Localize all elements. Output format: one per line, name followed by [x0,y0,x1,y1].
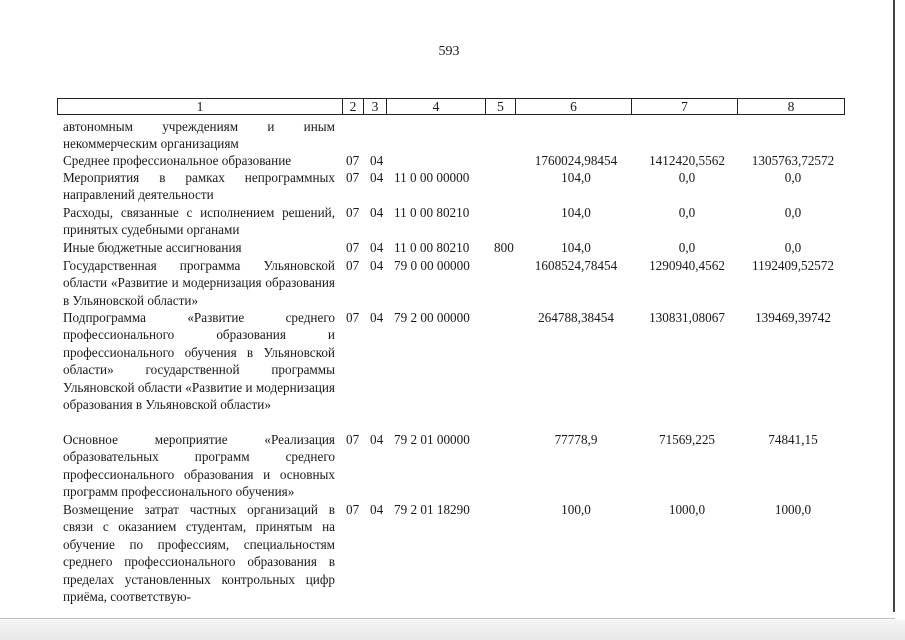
cell-amount-8: 74841,15 [768,432,818,447]
cell-section: 07 [346,170,360,185]
cell-amount-6: 100,0 [561,502,591,517]
column-header-2: 2 [343,99,364,114]
cell-amount-8: 1305763,72572 [751,153,835,168]
page-number: 593 [438,44,460,59]
cell-amount-7: 1290940,4562 [649,258,725,273]
cell-amount-6: 1760024,98454 [534,153,618,168]
cell-amount-6: 1608524,78454 [534,258,618,273]
row-description: Подпрограмма «Развитие среднего профессионального образования и профессионального обучения в Ульяновской области» государственной программы Ульяновской области «Развитие и модернизация образования в Ульяновской области» [63,310,335,413]
column-header-5: 5 [486,99,516,114]
cell-subsection: 04 [370,240,384,255]
table-header [57,98,845,115]
cell-expense-type: 800 [494,240,514,255]
row-description: Основное мероприятие «Реализация образовательных программ среднего профессионального образования и основных программ профессионального обучения» [63,432,335,500]
cell-amount-6: 104,0 [561,240,591,255]
cell-amount-8: 0,0 [784,170,802,185]
cell-amount-8: 139469,39742 [755,310,831,325]
cell-section: 07 [346,432,360,447]
cell-target-article: 11 0 00 80210 [394,205,470,220]
cell-amount-8: 0,0 [784,240,802,255]
cell-section: 07 [346,502,360,517]
cell-target-article: 11 0 00 00000 [394,170,470,185]
cell-target-article: 79 2 00 00000 [394,310,470,325]
scan-border-right [893,0,895,612]
cell-section: 07 [346,258,360,273]
cell-amount-7: 0,0 [678,170,696,185]
cell-amount-7: 1412420,5562 [649,153,725,168]
cell-subsection: 04 [370,258,384,273]
column-header-8: 8 [787,99,795,114]
cell-target-article: 79 2 01 18290 [394,502,470,517]
cell-subsection: 04 [370,170,384,185]
cell-subsection: 04 [370,205,384,220]
row-description: Иные бюджетные ассигнования [63,240,242,255]
scan-margin-bottom [0,620,905,640]
cell-amount-8: 0,0 [784,205,802,220]
cell-subsection: 04 [370,153,384,168]
cell-target-article: 11 0 00 80210 [394,240,470,255]
row-description: Государственная программа Ульяновской области «Развитие и модернизация образования в Ульяновской области» [63,258,335,308]
row-description: Расходы, связанные с исполнением решений, принятых судебными органами [63,205,335,238]
cell-amount-6: 264788,38454 [538,310,614,325]
cell-amount-7: 1000,0 [668,502,706,517]
cell-amount-6: 77778,9 [554,432,598,447]
cell-amount-8: 1192409,52572 [752,258,834,273]
cell-subsection: 04 [370,502,384,517]
cell-subsection: 04 [370,432,384,447]
row-description: Возмещение затрат частных организаций в связи с оказанием студентам, принятым на обучение по профессиям, специальностям среднего профессионального образования в пределах установленных контрольных цифр приёма, соответствую- [63,502,335,605]
column-header-6: 6 [516,99,632,114]
cell-amount-6: 104,0 [561,170,591,185]
column-header-3: 3 [364,99,387,114]
row-description: Мероприятия в рамках непрограммных направлений деятельности [63,170,335,203]
cell-amount-8: 1000,0 [774,502,812,517]
scan-border-bottom [0,618,895,619]
cell-target-article: 79 2 01 00000 [394,432,470,447]
row-description: автономным учреждениям и иным некоммерческим организациям [63,119,335,152]
cell-subsection: 04 [370,310,384,325]
cell-section: 07 [346,310,360,325]
row-description: Среднее профессиональное образование [63,153,292,168]
cell-amount-7: 71569,225 [658,432,716,447]
cell-section: 07 [346,240,360,255]
cell-amount-7: 130831,08067 [649,310,725,325]
column-header-1: 1 [58,99,343,114]
cell-amount-6: 104,0 [561,205,591,220]
cell-amount-7: 0,0 [678,240,696,255]
column-header-7: 7 [632,99,738,114]
column-header-4: 4 [387,99,486,114]
cell-section: 07 [346,205,360,220]
cell-amount-7: 0,0 [678,205,696,220]
cell-target-article: 79 0 00 00000 [394,258,470,273]
cell-section: 07 [346,153,360,168]
